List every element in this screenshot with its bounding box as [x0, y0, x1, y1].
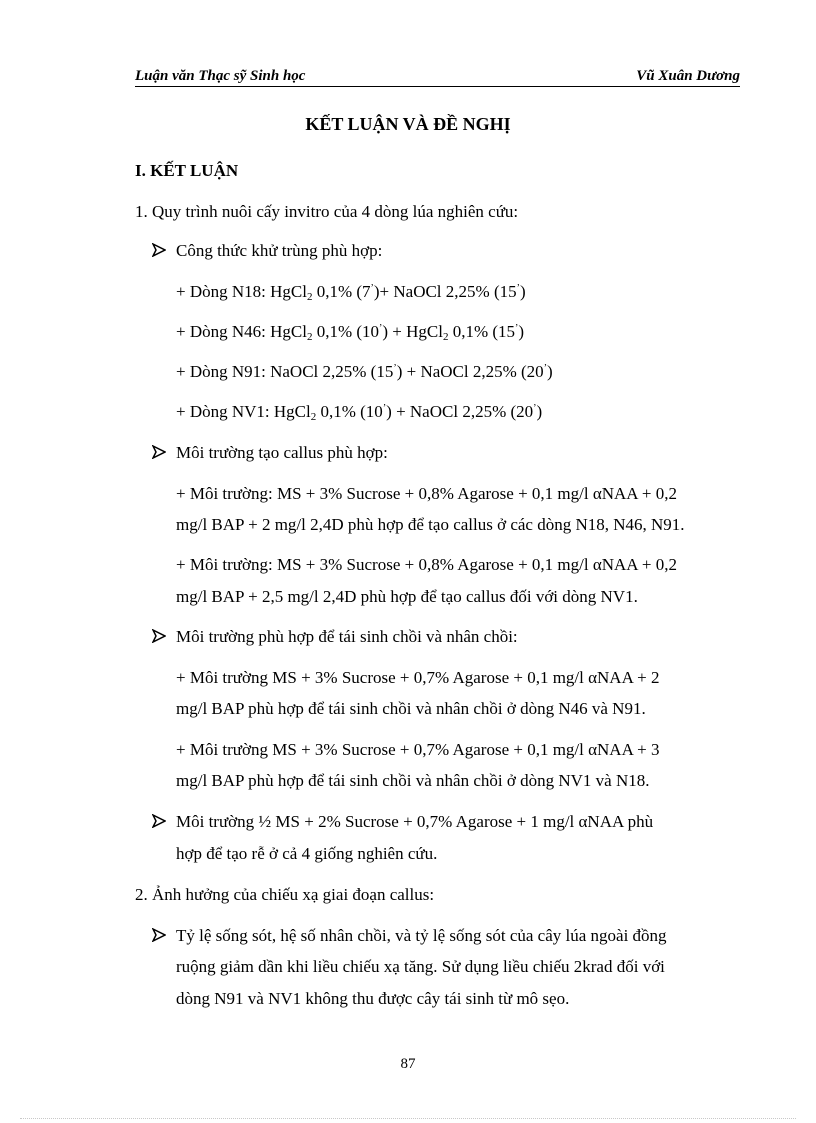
arrow-bullet-icon	[152, 928, 166, 942]
bullet-shoot-regeneration-title: Môi trường phù hợp để tái sinh chồi và nhân chồi:	[176, 627, 518, 646]
header-thesis-title: Luận văn Thạc sỹ Sinh học	[135, 68, 306, 84]
arrow-bullet-icon	[152, 814, 166, 828]
callus-medium-1-line-2: mg/l BAP + 2 mg/l 2,4D phù hợp để tạo callus ở các dòng N18, N46, N91.	[176, 515, 685, 534]
sterilization-line-n46: + Dòng N46: HgCl$_2$ 0,1% (10’) + HgCl$_2$ 0,1% (15’)	[176, 322, 525, 343]
sterilization-line-n18: + Dòng N18: HgCl$_2$ 0,1% (7’)+ NaOCl 2,25% (15’)	[176, 282, 526, 303]
arrow-bullet-icon	[152, 629, 166, 643]
chapter-title: KẾT LUẬN VÀ ĐỀ NGHỊ	[305, 114, 511, 134]
irradiation-line-1: Tỷ lệ sống sót, hệ số nhân chồi, và tỷ lệ sống sót của cây lúa ngoài đồng	[176, 926, 667, 945]
section-heading: I. KẾT LUẬN	[135, 161, 239, 180]
irradiation-line-3: dòng N91 và NV1 không thu được cây tái sinh từ mô sẹo.	[176, 989, 570, 1008]
irradiation-line-2: ruộng giảm dần khi liều chiếu xạ tăng. Sử dụng liều chiếu 2krad đối với	[176, 957, 665, 976]
arrow-bullet-icon	[152, 445, 166, 459]
sterilization-line-n91: + Dòng N91: NaOCl 2,25% (15’) + NaOCl 2,25% (20’)	[176, 362, 553, 381]
sterilization-line-nv1: + Dòng NV1: HgCl$_2$ 0,1% (10’) + NaOCl 2,25% (20’)	[176, 402, 543, 423]
arrow-bullet-icon	[152, 243, 166, 257]
shoot-medium-2-line-2: mg/l BAP phù hợp để tái sinh chồi và nhân chồi ở dòng NV1 và N18.	[176, 771, 650, 790]
shoot-medium-2-line-1: + Môi trường MS + 3% Sucrose + 0,7% Agarose + 0,1 mg/l αNAA + 3	[176, 740, 660, 759]
bullet-callus-title: Môi trường tạo callus phù hợp:	[176, 443, 388, 462]
shoot-medium-1-line-2: mg/l BAP phù hợp để tái sinh chồi và nhân chồi ở dòng N46 và N91.	[176, 699, 646, 718]
callus-medium-2-line-1: + Môi trường: MS + 3% Sucrose + 0,8% Agarose + 0,1 mg/l αNAA + 0,2	[176, 555, 677, 574]
page-number: 87	[400, 1056, 416, 1072]
bullet-sterilization-title: Công thức khử trùng phù hợp:	[176, 241, 383, 260]
header-author: Vũ Xuân Dương	[636, 68, 740, 84]
page-bottom-divider	[20, 1118, 796, 1119]
page-header	[135, 66, 740, 87]
rooting-medium-line-1: Môi trường ½ MS + 2% Sucrose + 0,7% Agarose + 1 mg/l αNAA phù	[176, 812, 654, 831]
shoot-medium-1-line-1: + Môi trường MS + 3% Sucrose + 0,7% Agarose + 0,1 mg/l αNAA + 2	[176, 668, 660, 687]
list-item-1: 1. Quy trình nuôi cấy invitro của 4 dòng lúa nghiên cứu:	[135, 202, 519, 221]
list-item-2: 2. Ảnh hưởng của chiếu xạ giai đoạn callus:	[135, 885, 435, 904]
callus-medium-1-line-1: + Môi trường: MS + 3% Sucrose + 0,8% Agarose + 0,1 mg/l αNAA + 0,2	[176, 484, 677, 503]
rooting-medium-line-2: hợp để tạo rễ ở cả 4 giống nghiên cứu.	[176, 844, 438, 863]
callus-medium-2-line-2: mg/l BAP + 2,5 mg/l 2,4D phù hợp để tạo callus đối với dòng NV1.	[176, 587, 638, 606]
